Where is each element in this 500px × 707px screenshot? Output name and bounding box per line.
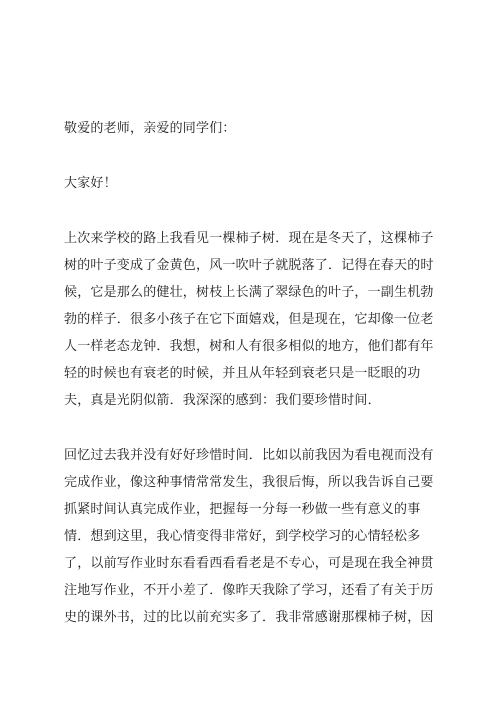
paragraph-line: 树的叶子变成了金黄色，风一吹叶子就脱落了．记得在春天的时 (64, 258, 434, 273)
paragraph-line: 人一样老态龙钟．我想，树和人有很多相似的地方，他们都有年 (64, 339, 434, 354)
paragraph-line: 情．想到这里，我心情变得非常好，到学校学习的心情轻松多 (64, 529, 421, 544)
spacer (64, 142, 444, 170)
paragraph-line: 夫，真是光阴似箭．我深深的感到：我们要珍惜时间． (64, 393, 381, 408)
paragraph-line: 勃的样子．很多小孩子在它下面嬉戏，但是现在，它却像一位老 (64, 312, 434, 327)
paragraph-line: 了，以前写作业时东看看西看看老是不专心，可是现在我全神贯 (64, 556, 434, 571)
paragraph-line: 上次来学校的路上我看见一棵柿子树．现在是冬天了，这棵柿子 (64, 231, 434, 246)
paragraph-line: 候，它是那么的健壮，树枝上长满了翠绿色的叶子，一副生机勃 (64, 285, 434, 300)
paragraph-line: 回忆过去我并没有好好珍惜时间．比如以前我因为看电视而没有 (64, 448, 434, 463)
greeting-line: 敬爱的老师，亲爱的同学们： (64, 121, 236, 136)
paragraph-line: 轻的时候也有衰老的时候，并且从年轻到衰老只是一眨眼的功 (64, 366, 421, 381)
paragraph-line: 注地写作业，不开小差了．像昨天我除了学习，还看了有关于历 (64, 583, 434, 598)
paragraph-line: 史的课外书，过的比以前充实多了．我非常感谢那棵柿子树，因 (64, 610, 434, 625)
spacer (64, 414, 444, 442)
salutation-line: 大家好！ (64, 176, 117, 191)
paragraph-line: 抓紧时间认真完成作业，把握每一分每一秒做一些有意义的事 (64, 502, 421, 517)
paragraph-2 (64, 442, 444, 631)
paragraph-line: 完成作业，像这种事情常常发生，我很后悔，所以我告诉自己要 (64, 475, 434, 490)
spacer (64, 197, 444, 225)
paragraph-1 (64, 225, 444, 414)
document-body (64, 115, 444, 631)
